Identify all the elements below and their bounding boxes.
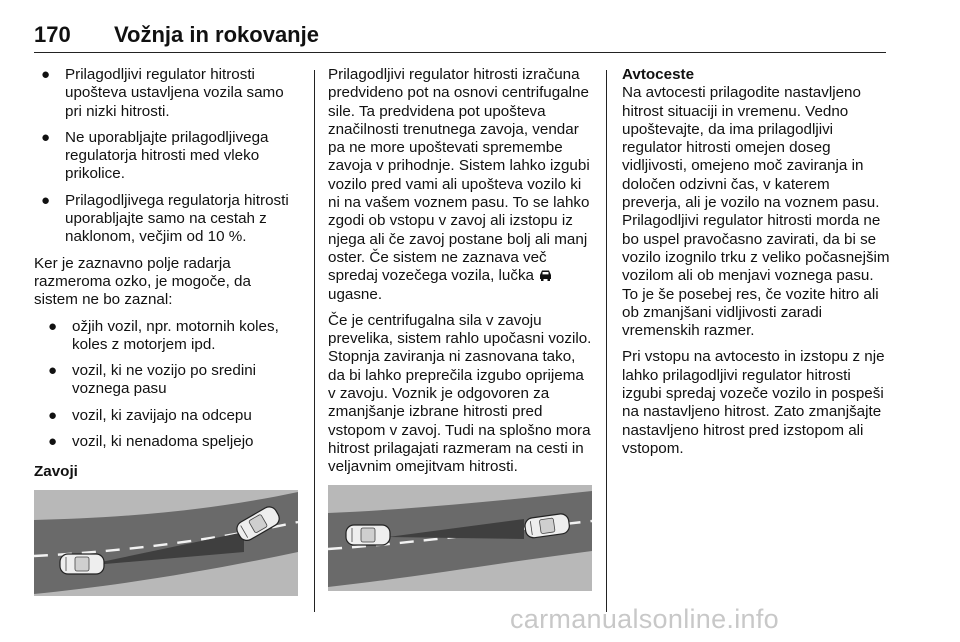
highway-paragraph-1: Na avtocesti prilagodite nastavljeno hitrost situaciji in vremenu. Vedno upoštevajte, da ima prilagodljivi regulator hitrosti omejen doseg vidljivosti, omejeno moč zaviranja in določen odzivni čas, v katerem preverja, ali je vozilo na voznem pasu. Prilagodljivi regulator hitrosti morda ne bo uspel pravočasno zavirati, da bi se vozilo izognilo trku z veliko počasnejšim vozilom ali ob menjavi voznega pasu. To je še posebej res, če vozite hitro ali ob zmanjšani vidljivosti zaradi vremenskih razmer. — [622, 84, 890, 340]
bullet-icon: ● — [48, 362, 58, 380]
list-item: ● Prilagodljivi regulator hitrosti upošteva ustavljena vozila samo pri nizki hitrosti. — [41, 66, 284, 120]
highway-paragraph-2: Pri vstopu na avtocesto in izstopu z nje lahko prilagodljivi regulator hitrosti izgubi spredaj vozeče vozilo in pospeši na nastavljeno hitrost. Zato zmanjšajte nastavljeno hitrost pred izstopom ali vstopom. — [622, 348, 885, 457]
curve-paragraph-2: Če je centrifugalna sila v zavoju prevelika, sistem rahlo upočasni vozilo. Stopnja zaviranja ni zasnovana tako, da bi lahko preprečila izgubo oprijema v zavoju. Voznik je odgovoren za zmanjšanje izbrane hitrosti pred vstopom v zavoj. Tudi na splošno mora hitrost prilagajati razmeram na cesti in veljavnim omejitvam hitrosti. — [328, 311, 592, 476]
radar-paragraph: Ker je zaznavno polje radarja razmeroma ozko, je mogoče, da sistem ne bo zaznal: — [34, 254, 251, 309]
bullet-icon: ● — [48, 317, 58, 335]
bullet-icon: ● — [41, 66, 51, 83]
page-number: 170 — [34, 22, 71, 47]
page-header — [34, 20, 886, 53]
list-item: ● vozil, ki ne vozijo po sredini voznega pasu — [48, 362, 257, 398]
chapter-title: Vožnja in rokovanje — [114, 22, 319, 47]
watermark: carmanualsonline.info — [510, 604, 779, 634]
list-item: ● vozil, ki zavijajo na odcepu — [48, 406, 252, 424]
column-3 — [622, 66, 892, 466]
bullet-list — [34, 66, 299, 247]
curve-paragraph-1: Prilagodljivi regulator hitrosti izračuna predvideno pot na osnovi centrifugalne sile. Ta predvidena pot upošteva značilnosti trenutnega zavoja, vendar pa ne more upoštevati spremembe zavoja v prihodnje. Sistem lahko izgubi vozilo pred vami ali upošteva vozilo ki ni na vašem voznem pasu. To se lahko zgodi ob vstopu v zavoj ali izstopu iz njega ali če zavoj postane bolj ali manj oster. Če sistem ne zaznava več spredaj vozečega vozila, lučka ugasne. — [328, 66, 590, 303]
section-heading-zavoji: Zavoji — [34, 463, 78, 481]
column-divider — [606, 70, 607, 612]
list-item: ● Prilagodljivega regulatorja hitrosti uporabljajte samo na cestah z naklonom, večjim od 10 %. — [41, 191, 289, 246]
bullet-icon: ● — [48, 406, 58, 424]
list-item: ● vozil, ki nenadoma speljejo — [48, 433, 254, 451]
list-item: ● Ne uporabljajte prilagodljivega regulatorja hitrosti med vleko prikolice. — [41, 128, 269, 183]
bullet-icon: ● — [41, 191, 51, 209]
column-1 — [34, 66, 299, 596]
vehicle-ahead-icon — [538, 269, 553, 281]
curve-illustration-1 — [34, 490, 298, 596]
column-divider — [314, 70, 315, 612]
column-2 — [328, 66, 594, 591]
list-item: ● ožjih vozil, npr. motornih koles, koles z motorjem ipd. — [48, 317, 279, 353]
sub-bullet-list — [34, 318, 299, 452]
bullet-icon: ● — [41, 128, 51, 146]
curve-illustration-2 — [328, 485, 592, 591]
section-heading-avtoceste: Avtoceste — [622, 66, 695, 83]
bullet-icon: ● — [48, 433, 58, 451]
